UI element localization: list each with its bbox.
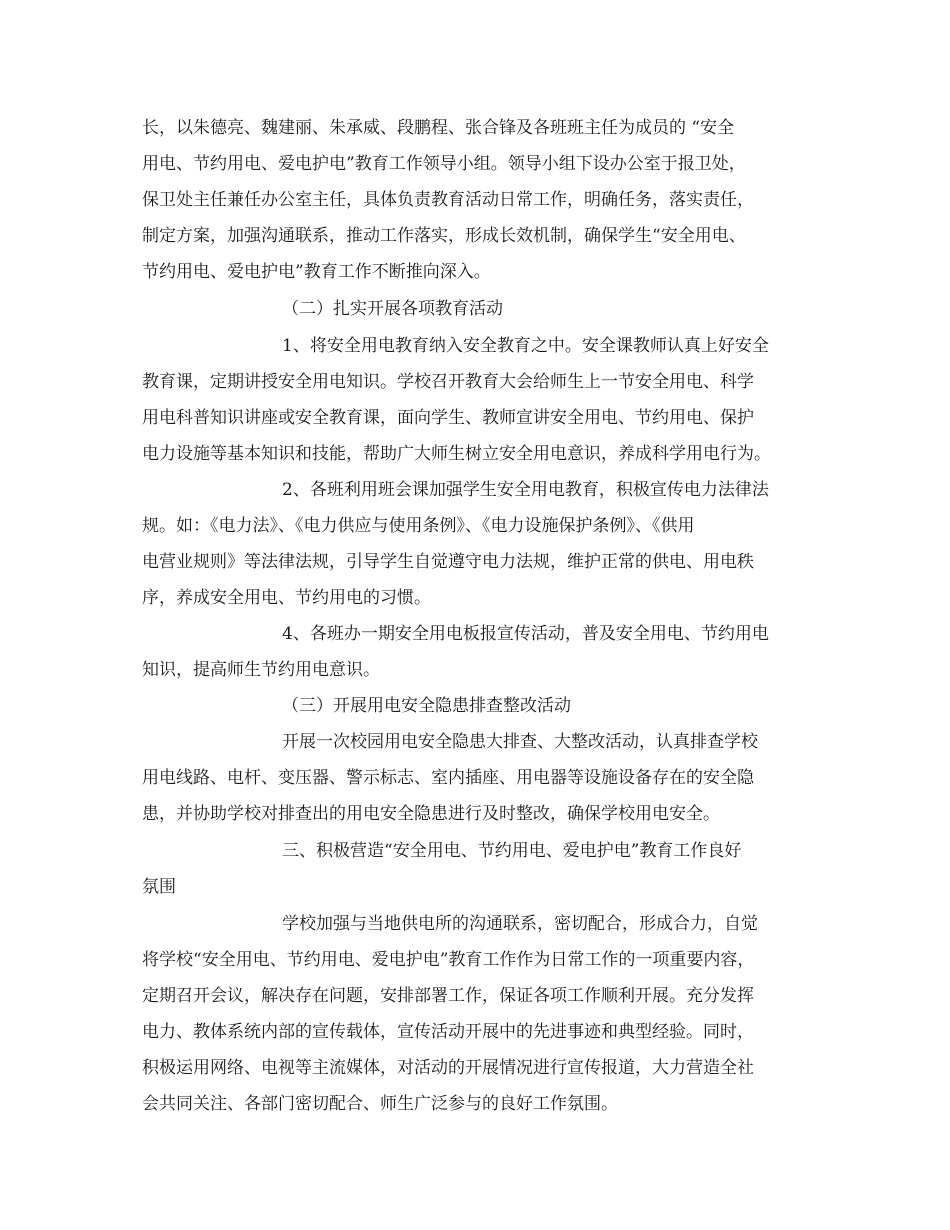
paragraph-line: 知识，提高师生节约用电意识。 <box>142 660 380 680</box>
section-heading: （二）扎实开展各项教育活动 <box>282 299 503 319</box>
paragraph-line: 将学校“安全用电、节约用电、爱电护电”教育工作作为日常工作的一项重要内容， <box>142 950 755 970</box>
paragraph-line: 用电线路、电杆、变压器、警示标志、室内插座、用电器等设施设备存在的安全隐 <box>142 768 754 788</box>
paragraph-line: 电力、教体系统内部的宣传载体，宣传活动开展中的先进事迹和典型经验。同时， <box>142 1022 754 1042</box>
paragraph-line: 学校加强与当地供电所的沟通联系，密切配合，形成合力，自觉 <box>282 914 758 934</box>
paragraph-line: 积极运用网络、电视等主流媒体，对活动的开展情况进行宣传报道，大力营造全社 <box>142 1058 754 1078</box>
section-heading: （三）开展用电安全隐患排查整改活动 <box>282 696 571 716</box>
paragraph-line: 用电、节约用电、爱电护电”教育工作领导小组。领导小组下设办公室于报卫处， <box>142 154 746 174</box>
paragraph-line: 患，并协助学校对排查出的用电安全隐患进行及时整改，确保学校用电安全。 <box>142 804 720 824</box>
paragraph-line: 教育课，定期讲授安全用电知识。学校召开教育大会给师生上一节安全用电、科学 <box>142 372 754 392</box>
paragraph-line: 序，养成安全用电、节约用电的习惯。 <box>142 588 431 608</box>
paragraph-line: 用电科普知识讲座或安全教育课，面向学生、教师宣讲安全用电、节约用电、保护 <box>142 408 754 428</box>
section-heading-continuation: 氛围 <box>142 877 176 897</box>
paragraph-line: 电营业规则》等法律法规，引导学生自觉遵守电力法规，维护正常的供电、用电秩 <box>142 552 754 572</box>
paragraph-line: 长，以朱德亮、魏建丽、朱承威、段鹏程、张合锋及各班班主任为成员的 “安全 <box>142 118 735 138</box>
paragraph-line: 4、各班办一期安全用电板报宣传活动，普及安全用电、节约用电 <box>282 624 769 644</box>
paragraph-line: 节约用电、爱电护电”教育工作不断推向深入。 <box>142 262 491 282</box>
paragraph-line: 规。如：《电力法》、《电力供应与使用条例》、《电力设施保护条例》、《供用 <box>142 516 695 536</box>
paragraph-line: 2、各班利用班会课加强学生安全用电教育，积极宣传电力法律法 <box>282 480 769 500</box>
paragraph-line: 定期召开会议，解决存在问题，安排部署工作，保证各项工作顺利开展。充分发挥 <box>142 986 754 1006</box>
paragraph-line: 1、将安全用电教育纳入安全教育之中。安全课教师认真上好安全 <box>282 336 769 356</box>
paragraph-line: 保卫处主任兼任办公室主任，具体负责教育活动日常工作，明确任务，落实责任， <box>142 190 754 210</box>
section-heading: 三、积极营造“安全用电、节约用电、爱电护电”教育工作良好 <box>282 841 742 861</box>
paragraph-line: 会共同关注、各部门密切配合、师生广泛参与的良好工作氛围。 <box>142 1094 618 1114</box>
paragraph-line: 制定方案，加强沟通联系，推动工作落实，形成长效机制，确保学生“安全用电、 <box>142 226 746 246</box>
paragraph-line: 电力设施等基本知识和技能，帮助广大师生树立安全用电意识，养成科学用电行为。 <box>142 444 771 464</box>
paragraph-line: 开展一次校园用电安全隐患大排查、大整改活动，认真排查学校 <box>282 732 758 752</box>
